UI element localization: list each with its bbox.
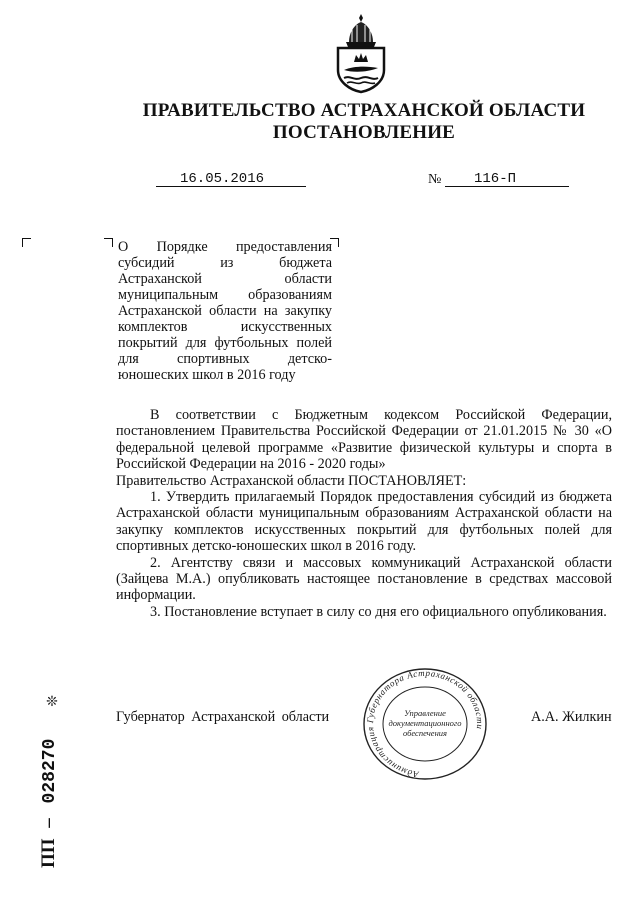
document-body — [116, 407, 612, 620]
serial-code: ПП — [38, 838, 59, 868]
resolves-line: Правительство Астраханской области ПОСТАНОВЛЯЕТ: — [116, 472, 467, 489]
serial-number-stamp — [18, 690, 60, 870]
seal-line-1: Управление — [404, 708, 446, 718]
item-3: 3. Постановление вступает в силу со дня его официального опубликования. — [150, 603, 607, 620]
seal-line-3: обеспечения — [402, 728, 448, 738]
number-sign: № — [428, 172, 442, 187]
organization-title: ПРАВИТЕЛЬСТВО АСТРАХАНСКОЙ ОБЛАСТИ — [142, 100, 586, 121]
date-underline — [156, 186, 306, 187]
document-date: 16.05.2016 — [180, 171, 265, 187]
serial-mark-icon: ❊ — [46, 694, 58, 710]
official-seal — [360, 666, 490, 782]
margin-corner-mark — [22, 238, 31, 247]
subject-corner-left — [104, 238, 113, 247]
signatory-title: Губернатор Астраханской области — [116, 709, 330, 725]
document-type: ПОСТАНОВЛЕНИЕ — [272, 122, 456, 143]
serial-number: 028270 — [40, 738, 60, 804]
item-1: 1. Утвердить прилагаемый Порядок предоставления субсидий из бюджета Астраханской области муниципальным образованиям Астраханской области на закупку комплектов искусственных покрытий для футбольных полей для спортивных детско-юношеских школ в 2016 году. — [116, 489, 612, 555]
seal-outer-text: Администрация Губернатора Астраханской области — [364, 667, 486, 780]
item-2: 2. Агентству связи и массовых коммуникаций Астраханской области (Зайцева М.А.) опубликовать настоящее постановление в средствах массовой информации. — [116, 554, 612, 604]
preamble-paragraph: В соответствии с Бюджетным кодексом Российской Федерации, постановлением Правительства Российской Федерации от 21.01.2015 № 30 «О федеральной целевой программе «Развитие физической культуры и спорта в Российской Федерации на 2016 - 2020 годы» — [116, 407, 612, 473]
seal-line-2: документационного — [388, 718, 462, 728]
svg-text:ПП – 028270 — [38, 739, 60, 868]
number-underline — [445, 186, 569, 187]
signatory-name: А.А. Жилкин — [531, 709, 612, 725]
serial-dash: – — [38, 818, 59, 828]
coat-of-arms-icon — [332, 12, 390, 94]
document-subject: О Порядке предоставления субсидий из бюджета Астраханской области муниципальным образованиям Астраханской области на закупку комплектов искусственных покрытий для футбольных полей для спортивных детско-юношеских школ в 2016 году — [118, 239, 332, 383]
document-number: 116-П — [474, 171, 517, 187]
